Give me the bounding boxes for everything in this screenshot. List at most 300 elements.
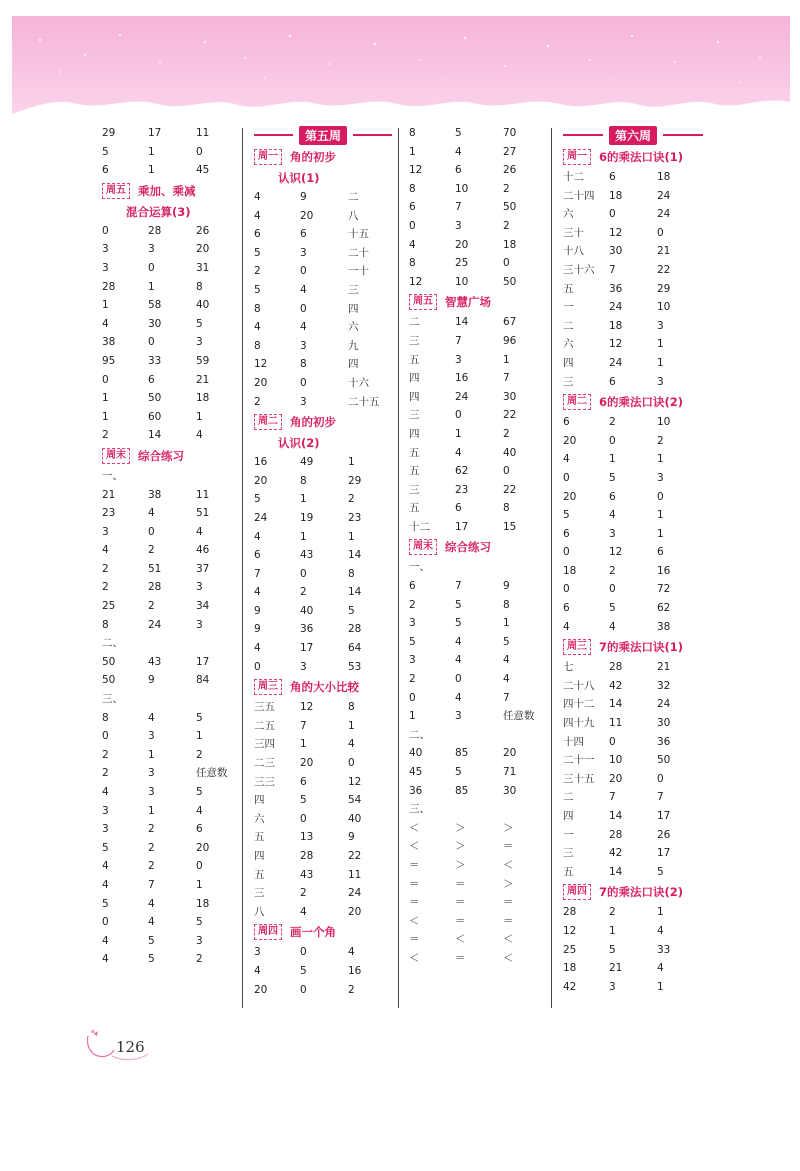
answer-cell: 二十五 (348, 395, 380, 408)
answer-cell: 2 (348, 493, 355, 506)
answer-cell: 0 (409, 691, 416, 704)
answer-cell: 6 (409, 201, 416, 214)
answer-cell: 5 (300, 794, 307, 807)
answer-cell: 15 (503, 520, 517, 533)
answer-cell: 3 (609, 527, 616, 540)
answer-row (254, 262, 392, 281)
answer-cell: 5 (563, 509, 570, 522)
answer-cell: 1 (196, 410, 203, 423)
answer-cell: 4 (102, 860, 109, 873)
answer-cell: 三五 (254, 701, 275, 714)
answer-cell: 4 (102, 953, 109, 966)
answer-cell: 42 (609, 679, 623, 692)
answer-cell: 24 (609, 356, 623, 369)
answer-row (254, 244, 392, 263)
answer-cell: 0 (102, 730, 109, 743)
answer-cell: 五 (409, 465, 420, 478)
answer-cell: ＝ (455, 951, 466, 964)
answer-cell: 0 (348, 757, 355, 770)
answer-row (409, 518, 545, 537)
answer-cell: 28 (102, 280, 116, 293)
answer-row (409, 462, 545, 481)
answer-row (102, 240, 250, 259)
answer-cell: 四 (254, 850, 265, 862)
answer-cell: 4 (196, 525, 203, 538)
answer-row (254, 565, 392, 584)
answer-cell: ＞ (455, 821, 466, 834)
answer-cell: 6 (455, 164, 462, 177)
answer-cell: 5 (102, 145, 109, 158)
answer-cell: 三三 (254, 775, 275, 788)
answer-cell: 0 (609, 434, 616, 447)
answer-cell: 5 (609, 471, 616, 484)
answer-row (563, 469, 703, 488)
lesson-heading (254, 146, 392, 168)
answer-cell: 0 (609, 735, 616, 748)
answer-cell: 3 (657, 471, 664, 484)
answer-cell: 1 (148, 804, 155, 817)
answer-cell: 5 (148, 934, 155, 947)
answer-cell: 五 (254, 868, 265, 881)
lesson-heading (563, 146, 703, 168)
answer-row (102, 820, 250, 839)
answer-cell: 5 (503, 635, 510, 648)
answer-cell: ＝ (409, 877, 420, 890)
answer-cell: 三 (348, 283, 359, 296)
answer-cell: 3 (196, 581, 203, 594)
answer-cell: 4 (300, 283, 307, 296)
answer-cell: 三 (254, 887, 265, 900)
answer-row (102, 857, 250, 876)
answer-cell: 0 (300, 302, 307, 315)
answer-cell: 1 (348, 530, 355, 543)
answer-cell: 2 (503, 182, 510, 195)
answer-row (563, 941, 703, 960)
answer-cell: 5 (409, 635, 416, 648)
answer-cell: 20 (609, 772, 623, 785)
answer-row (102, 352, 250, 371)
answer-cell: 12 (254, 358, 268, 371)
lesson-title-continued: 认识(1) (278, 171, 320, 185)
answer-cell: 四 (563, 356, 574, 369)
answer-cell: 20 (254, 474, 268, 487)
answer-row (409, 856, 545, 875)
answer-cell: 5 (102, 897, 109, 910)
answer-cell: 一十 (348, 265, 369, 278)
answer-cell: 36 (657, 735, 671, 748)
answer-row (102, 895, 250, 914)
answer-cell: ＜ (503, 933, 514, 946)
answer-row (254, 810, 392, 829)
lesson-heading (409, 536, 545, 558)
answer-row (563, 354, 703, 373)
answer-row (409, 499, 545, 518)
answer-cell: 8 (348, 701, 355, 714)
answer-cell: 2 (196, 748, 203, 761)
answer-cell: 十六 (348, 376, 369, 389)
answer-row (409, 481, 545, 500)
answer-cell: 30 (503, 784, 517, 797)
answer-cell: 2 (609, 564, 616, 577)
answer-row (254, 225, 392, 244)
answer-row (102, 161, 250, 180)
answer-cell: 36 (609, 282, 623, 295)
answer-cell: 2 (657, 434, 664, 447)
lesson-heading (563, 636, 703, 658)
answer-row (563, 922, 703, 941)
lesson-heading (563, 391, 703, 413)
answer-row (102, 541, 250, 560)
answer-cell: 1 (657, 906, 664, 919)
answer-cell: 20 (348, 905, 362, 918)
lesson-title: 综合练习 (445, 540, 491, 555)
answer-cell: 1 (148, 280, 155, 293)
answer-cell: 任意数 (503, 710, 535, 723)
answer-cell: 3 (148, 767, 155, 780)
answer-row (254, 355, 392, 374)
answer-cell: 0 (148, 336, 155, 349)
answer-cell: 33 (148, 354, 162, 367)
answer-cell: 3 (657, 375, 664, 388)
answer-cell: 五 (409, 353, 420, 366)
answer-cell: 4 (455, 145, 462, 158)
answer-cell: 0 (563, 583, 570, 596)
answer-cell: 1 (657, 509, 664, 522)
answer-cell: 十四 (563, 735, 584, 748)
answer-cell: 24 (657, 208, 671, 221)
answer-cell: 0 (563, 471, 570, 484)
answer-row (409, 273, 545, 292)
answer-cell: 11 (609, 717, 623, 730)
lesson-title: 乘加、乘减 (138, 183, 196, 198)
answer-row (563, 658, 703, 677)
answer-cell: 85 (455, 784, 469, 797)
answer-cell: 二三 (254, 757, 275, 770)
answer-cell: 33 (657, 943, 671, 956)
answer-cell: 24 (148, 618, 162, 631)
answer-row (102, 259, 250, 278)
answer-cell: ＝ (409, 896, 420, 909)
answer-cell: 4 (300, 905, 307, 918)
answer-row (102, 315, 250, 334)
answer-cell: 八 (254, 905, 265, 918)
answer-cell: 0 (148, 525, 155, 538)
answer-cell: 40 (503, 446, 517, 459)
answer-cell: ＝ (409, 858, 420, 871)
answer-cell: 0 (409, 219, 416, 232)
answer-cell: ＜ (409, 840, 420, 853)
answer-row (409, 558, 545, 577)
answer-cell: 11 (196, 127, 210, 139)
answer-row (563, 168, 703, 187)
answer-cell: 50 (148, 392, 162, 405)
answer-row (409, 332, 545, 351)
answer-cell: 5 (348, 604, 355, 617)
answer-cell: 23 (455, 483, 469, 496)
answer-cell (148, 690, 196, 709)
answer-cell: 0 (196, 860, 203, 873)
answer-cell: 3 (609, 980, 616, 993)
answer-cell: 5 (254, 283, 261, 296)
answer-cell: 21 (657, 661, 671, 674)
answer-cell: 二五 (254, 719, 275, 732)
answer-cell: 4 (254, 209, 261, 222)
answer-cell: 20 (300, 209, 314, 222)
column-divider (551, 128, 552, 1008)
answer-row (563, 826, 703, 845)
answer-cell: 14 (455, 316, 469, 329)
answer-cell: 50 (102, 655, 116, 668)
answer-row (254, 546, 392, 565)
answer-column-4 (563, 124, 703, 996)
answer-cell: ＞ (503, 821, 514, 834)
answer-cell: 0 (609, 583, 616, 596)
answer-cell: 4 (503, 673, 510, 686)
answer-cell: 6 (148, 373, 155, 386)
answer-cell: 3 (148, 730, 155, 743)
answer-row (409, 726, 545, 745)
answer-cell: 8 (503, 502, 510, 515)
answer-cell: 8 (409, 257, 416, 270)
answer-cell: 17 (300, 642, 314, 655)
answer-cell: 20 (196, 243, 210, 256)
answer-cell: 二十四 (563, 189, 595, 202)
answer-cell: 64 (348, 642, 362, 655)
answer-cell: 24 (455, 390, 469, 403)
answer-cell: 7 (609, 791, 616, 804)
answer-cell: 5 (609, 602, 616, 615)
answer-cell: 0 (657, 490, 664, 503)
answer-cell: 四 (409, 390, 420, 403)
week-rule (563, 134, 603, 136)
answer-cell: 四 (254, 794, 265, 807)
answer-cell: 5 (455, 766, 462, 778)
answer-cell: 6 (657, 546, 664, 559)
answer-cell: 24 (254, 511, 268, 524)
lesson-title: 6的乘法口诀(2) (599, 395, 684, 410)
answer-cell: 11 (348, 868, 362, 881)
answer-cell (148, 467, 196, 486)
answer-cell: 10 (657, 416, 671, 429)
lesson-heading (254, 676, 392, 698)
answer-cell: 六 (254, 812, 265, 825)
answer-row (563, 959, 703, 978)
answer-cell: 4 (609, 509, 616, 522)
lesson-heading (102, 445, 250, 467)
lesson-heading (563, 881, 703, 903)
answer-row (254, 884, 392, 903)
answer-cell: 7 (254, 567, 261, 580)
answer-row (409, 577, 545, 596)
day-tag: 周四 (254, 924, 282, 940)
answer-row (254, 791, 392, 810)
answer-cell: 3 (196, 934, 203, 947)
answer-row (102, 467, 250, 486)
day-tag: 周四 (563, 884, 591, 900)
answer-cell: 二 (563, 319, 574, 332)
answer-cell: 6 (254, 228, 261, 241)
answer-row (563, 450, 703, 469)
answer-row (409, 893, 545, 912)
answer-cell: 3 (455, 353, 462, 366)
answer-cell: 3 (409, 617, 416, 630)
answer-row (254, 903, 392, 922)
answer-row (409, 198, 545, 217)
answer-row (563, 677, 703, 696)
answer-row (563, 844, 703, 863)
answer-cell: 32 (657, 679, 671, 692)
answer-cell: 3 (455, 219, 462, 232)
answer-row (102, 802, 250, 821)
answer-cell: 0 (102, 224, 109, 237)
answer-cell: 2 (254, 395, 261, 408)
answer-cell: 4 (348, 738, 355, 751)
answer-cell: 3 (300, 660, 307, 673)
answer-row (563, 187, 703, 206)
day-tag: 周一 (254, 149, 282, 165)
answer-row (409, 744, 545, 763)
answer-cell: 1 (148, 164, 155, 177)
answer-cell: 36 (300, 623, 314, 636)
answer-row (409, 763, 545, 782)
answer-cell: 4 (102, 544, 109, 557)
answer-cell: ＜ (409, 914, 420, 927)
answer-cell: 45 (409, 766, 423, 778)
answer-cell: 21 (196, 373, 210, 386)
answer-cell: 十五 (348, 228, 369, 241)
answer-cell: 2 (609, 416, 616, 429)
answer-cell: 60 (148, 410, 162, 423)
answer-row (102, 504, 250, 523)
answer-row (563, 432, 703, 451)
answer-cell: 28 (609, 661, 623, 674)
answer-cell: 45 (196, 164, 210, 177)
answer-row (563, 978, 703, 997)
answer-cell: 36 (409, 784, 423, 797)
answer-row (563, 317, 703, 336)
answer-cell: 0 (657, 772, 664, 785)
answer-cell: 四 (563, 810, 574, 822)
answer-cell: 2 (148, 860, 155, 873)
answer-cell: 58 (148, 299, 162, 312)
answer-cell: 8 (254, 302, 261, 315)
answer-cell: 95 (102, 354, 116, 367)
answer-cell: 6 (609, 171, 616, 183)
answer-cell: 14 (148, 429, 162, 442)
answer-cell: 5 (657, 865, 664, 878)
answer-cell: 一 (563, 828, 574, 841)
lesson-title: 6的乘法口诀(1) (599, 150, 684, 164)
answer-cell: 9 (348, 831, 355, 844)
answer-cell: 3 (455, 710, 462, 723)
answer-row (254, 828, 392, 847)
column-divider (242, 128, 243, 1008)
answer-row (409, 388, 545, 407)
answer-cell: 8 (196, 280, 203, 293)
answer-row (409, 633, 545, 652)
answer-cell: 85 (455, 747, 469, 760)
answer-row (254, 300, 392, 319)
week-rule (663, 134, 703, 136)
answer-cell: 3 (300, 246, 307, 259)
answer-cell: 40 (409, 747, 423, 760)
lesson-heading (254, 411, 392, 433)
answer-cell: 0 (102, 916, 109, 929)
answer-cell: 50 (503, 201, 517, 214)
answer-cell: 4 (254, 191, 261, 203)
answer-cell: 2 (348, 983, 355, 996)
lesson-heading (409, 291, 545, 313)
answer-cell: 18 (563, 564, 577, 577)
answer-cell: 23 (102, 507, 116, 520)
answer-cell: 三 (409, 483, 420, 496)
answer-cell: 18 (196, 392, 210, 405)
answer-cell: 84 (196, 674, 210, 687)
answer-cell: 9 (254, 604, 261, 617)
answer-row (254, 773, 392, 792)
answer-cell: 30 (503, 390, 517, 403)
answer-cell: 46 (196, 544, 210, 557)
answer-row (102, 764, 250, 783)
answer-cell: 2 (148, 600, 155, 613)
answer-row (563, 335, 703, 354)
answer-row (563, 280, 703, 299)
answer-row (102, 597, 250, 616)
answer-cell: 31 (196, 261, 210, 274)
page-number: 126 (116, 1038, 145, 1056)
answer-cell: 2 (254, 265, 261, 278)
answer-cell: 38 (148, 488, 162, 501)
answer-cell: 4 (254, 642, 261, 655)
answer-row (102, 616, 250, 635)
answer-cell: 五 (563, 865, 574, 878)
answer-cell (455, 726, 503, 745)
answer-cell: 0 (657, 226, 664, 239)
answer-cell: 12 (409, 275, 423, 288)
answer-cell: 50 (657, 754, 671, 767)
lesson-title: 智慧广场 (445, 295, 491, 310)
answer-cell: 20 (455, 238, 469, 251)
answer-row (563, 506, 703, 525)
answer-cell: 四十二 (563, 698, 595, 711)
answer-cell: 4 (657, 924, 664, 937)
answer-row (102, 296, 250, 315)
answer-cell: 3 (102, 804, 109, 817)
answer-cell: 4 (254, 321, 261, 334)
answer-cell: ＜ (503, 858, 514, 871)
answer-row (102, 124, 250, 143)
answer-cell: 4 (455, 654, 462, 667)
answer-cell: 1 (300, 738, 307, 751)
answer-cell: 2 (102, 562, 109, 575)
answer-row (409, 124, 545, 143)
answer-row (102, 709, 250, 728)
answer-row (254, 393, 392, 412)
week-rule (254, 134, 293, 136)
lesson-title-continued: 认识(2) (278, 436, 320, 451)
answer-row (102, 727, 250, 746)
answer-cell: 8 (102, 618, 109, 631)
answer-cell: 3 (300, 339, 307, 352)
answer-cell: 二 (563, 791, 574, 804)
day-tag: 周三 (254, 679, 282, 695)
answer-cell: 16 (657, 564, 671, 577)
answer-cell: 6 (563, 416, 570, 429)
answer-cell: 六 (563, 338, 574, 351)
answer-cell: 16 (348, 964, 362, 977)
answer-row (102, 143, 250, 162)
answer-cell: 54 (348, 794, 362, 807)
